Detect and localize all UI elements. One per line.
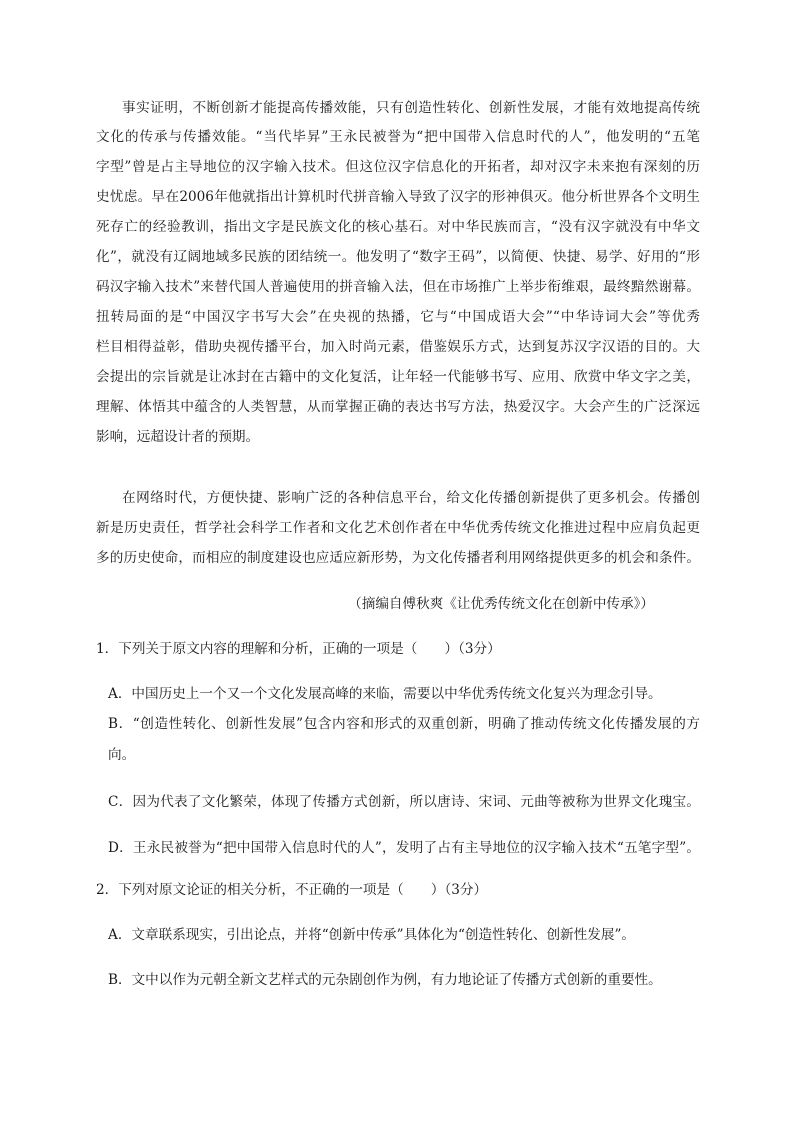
text-line: 码汉字输入技术”来替代国人普遍使用的拼音输入法，但在市场推广上举步衔维艰，最终黯然谢幕。 [96, 279, 700, 295]
question-stem: 1．下列关于原文内容的理解和分析，正确的一项是（ ）（3分） [96, 641, 501, 657]
text-line: 死存亡的经验教训，指出文字是民族文化的核心基石。对中华民族而言，“没有汉字就没有中华文 [96, 219, 700, 235]
text-line: 影响，远超设计者的预期。 [96, 429, 260, 445]
text-line: 在网络时代，方便快捷、影响广泛的各种信息平台，给文化传播创新提供了更多机会。传播创 [122, 490, 700, 506]
source-citation: （摘编自傅秋爽《让优秀传统文化在创新中传承》） [348, 596, 654, 612]
text-line: 新是历史责任，哲学社会科学工作者和文化艺术创作者在中华优秀传统文化推进过程中应肩负起更 [96, 520, 700, 536]
text-line: 会提出的宗旨就是让冰封在古籍中的文化复活，让年轻一代能够书写、应用、欣赏中华文字之美， [96, 369, 700, 385]
text-line: 史忧虑。早在2006年他就指出计算机时代拼音输入导致了汉字的形神俱灭。他分析世界各个文明生 [96, 189, 700, 205]
text-line: 字型”曾是占主导地位的汉字输入技术。但这位汉字信息化的开拓者，却对汉字未来抱有深刻的历 [96, 159, 700, 175]
option-a: A．文章联系现实，引出论点，并将“创新中传承”具体化为“创造性转化、创新性发展”。 [108, 927, 635, 943]
text-line: 栏目相得益彰，借助央视传播平台，加入时尚元素，借鉴娱乐方式，达到复苏汉字汉语的目的。大 [96, 339, 700, 355]
text-line: 文化的传承与传播效能。“当代毕昇”王永民被誉为“把中国带入信息时代的人”，他发明的“五笔 [96, 129, 700, 145]
option-b: B．文中以作为元朝全新文艺样式的元杂剧创作为例，有力地论证了传播方式创新的重要性。 [108, 972, 662, 988]
text-line: 多的历史使命，而相应的制度建设也应适应新形势，为文化传播者利用网络提供更多的机会和条件。 [96, 550, 700, 566]
text-line: 理解、体悟其中蕴含的人类智慧，从而掌握正确的表达书写方法，热爱汉字。大会产生的广泛深远 [96, 399, 700, 415]
option-b: B．“创造性转化、创新性发展”包含内容和形式的双重创新，明确了推动传统文化传播发展的方 [108, 716, 700, 732]
question-stem: 2．下列对原文论证的相关分析，不正确的一项是（ ）（3分） [96, 882, 488, 898]
option-d: D．王永民被誉为“把中国带入信息时代的人”，发明了占有主导地位的汉字输入技术“五笔字型”。 [108, 840, 700, 856]
option-c: C．因为代表了文化繁荣，体现了传播方式创新，所以唐诗、宋词、元曲等被称为世界文化瑰宝。 [108, 794, 700, 810]
option-a: A．中国历史上一个又一个文化发展高峰的来临，需要以中华优秀传统文化复兴为理念引导。 [108, 686, 662, 702]
text-line: 扭转局面的是“中国汉字书写大会”在央视的热播，它与“中国成语大会”“中华诗词大会”等优秀 [96, 309, 700, 325]
text-line: 化”，就没有辽阔地域多民族的团结统一。他发明了“数字王码”，以简便、快捷、易学、好用的“形 [96, 249, 700, 265]
text-line: 事实证明，不断创新才能提高传播效能，只有创造性转化、创新性发展，才能有效地提高传统 [122, 100, 700, 116]
option-b-continued: 向。 [108, 747, 136, 763]
